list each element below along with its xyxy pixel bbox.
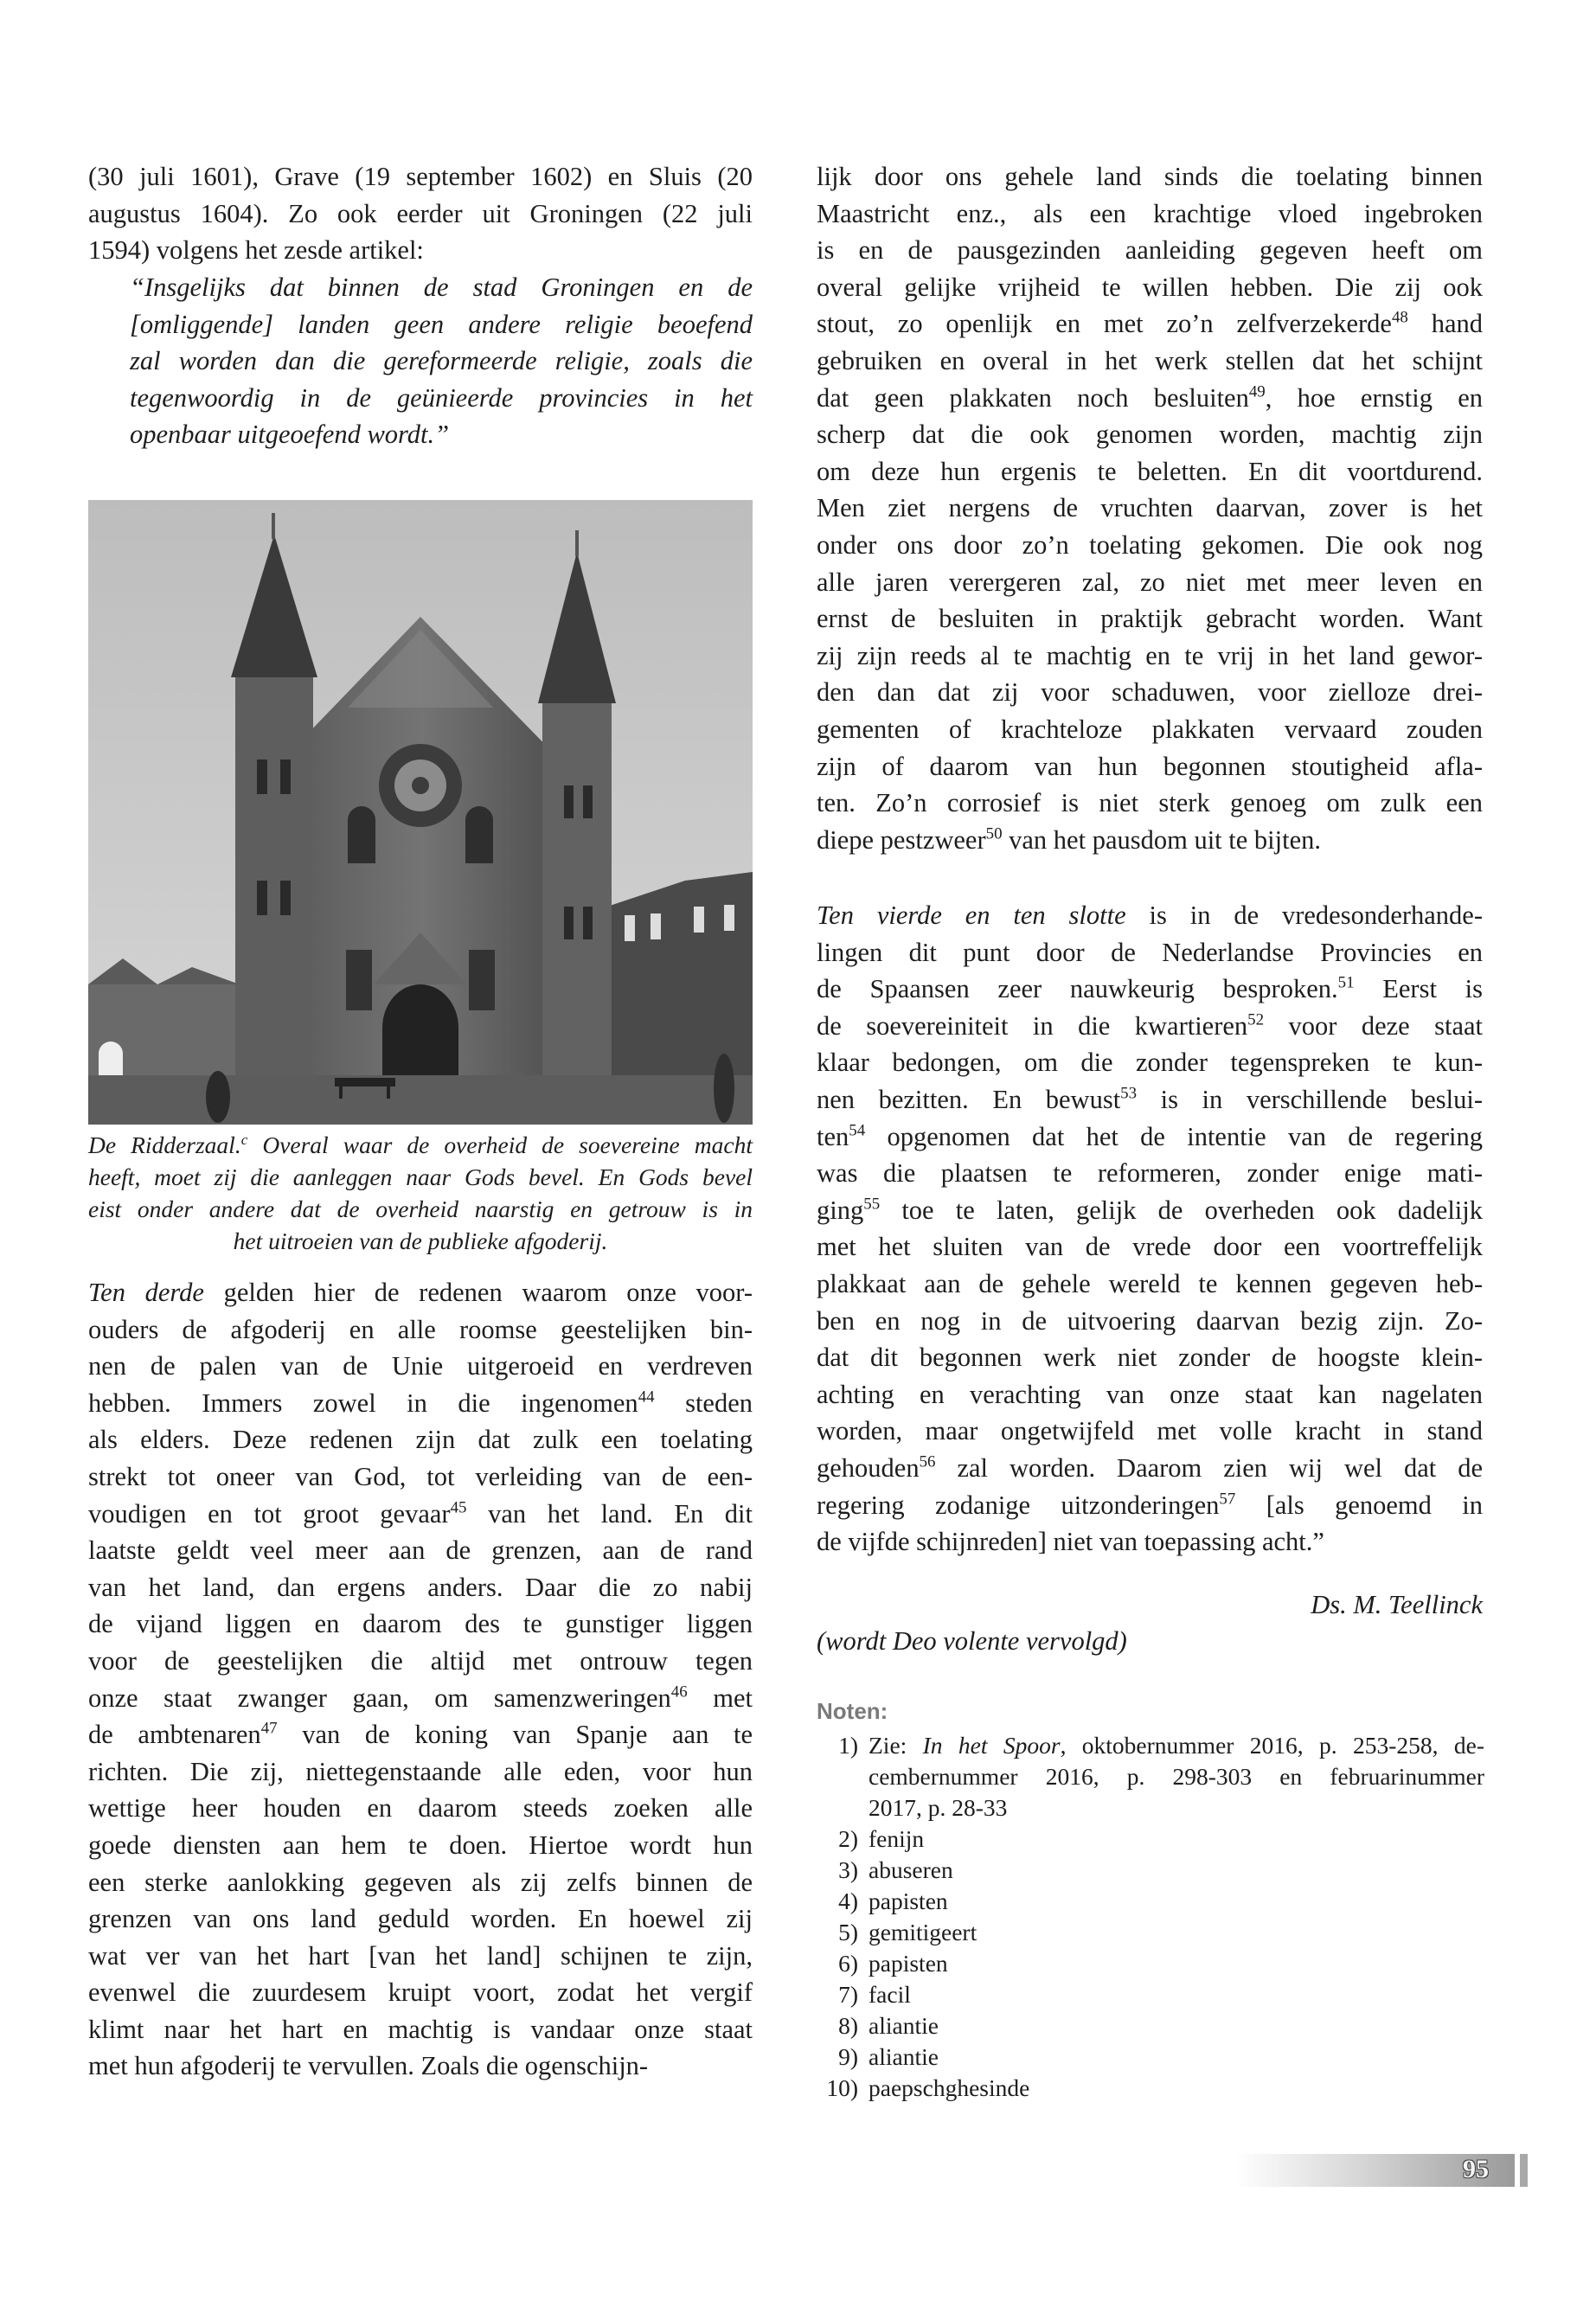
text-line [817,1413,1483,1450]
text-line [817,600,1483,638]
text-run: de ambtenaren [88,1720,261,1750]
note-line [869,1823,1484,1855]
text-line [88,306,753,343]
text-line [817,971,1483,1008]
italic-run: Ten vierde en ten slotte [817,901,1126,930]
text-run: eist onder andere dat de overheid naarstig en getrouw is in [88,1195,753,1222]
text-line [817,1450,1483,1487]
text-run: ten. Zo’n corrosief is niet sterk genoeg om zulk een [817,788,1483,818]
text-line [817,158,1483,195]
text-run: cembernummer 2016, p. 298-303 en februarinummer [869,1763,1484,1790]
text-line [88,1569,753,1606]
note-number: 8) [838,2012,858,2039]
footnote-ref: 57 [1219,1490,1236,1509]
text-line [817,1523,1483,1561]
text-run: om deze hun ergenis te beletten. En dit voortdurend. [817,456,1483,486]
note-item [817,1823,1484,1855]
author-signature: Ds. M. Teellinck [1311,1590,1483,1619]
text-line [817,1339,1483,1376]
text-run: is in verschillende beslui- [1137,1084,1483,1114]
text-run: is in de vredesonderhande- [1125,901,1483,930]
text-run: Zie: [869,1732,923,1759]
note-number: 1) [838,1732,858,1759]
footnote-ref: 52 [1247,1010,1265,1029]
text-line [817,269,1483,306]
text-line [88,1643,753,1680]
text-run: ernst de besluiten in praktijk gebracht worden. Want [817,604,1483,634]
text-run: hebben. Immers zowel in die ingenomen [88,1388,638,1418]
text-run: onder ons door zo’n toelating gekomen. Die ook nog [817,529,1483,560]
left-body-paragraph [88,1274,753,2085]
text-run: , oktobernummer 2016, p. 253-258, de- [1060,1732,1484,1759]
page-tab-decoration [1520,2154,1528,2187]
text-line [88,1864,753,1901]
text-run: ouders de afgoderij en alle roomse geestelijken bin- [88,1314,753,1344]
note-text [869,1917,1484,1948]
text-line [817,1081,1483,1118]
note-line [869,1761,1484,1792]
text-run: aliantie [869,2012,939,2039]
text-line [817,305,1483,343]
text-run: als elders. Deze redenen zijn dat zulk een toelating [88,1425,753,1455]
note-text [869,1730,1484,1823]
text-line [817,1376,1483,1413]
text-run: van de koning van Spanje aan te [277,1720,753,1750]
text-run: abuseren [869,1856,953,1883]
text-run: gebruiken en overal in het werk stellen dat het schijnt [817,345,1483,375]
text-line [88,416,753,453]
note-number: 2) [838,1825,858,1852]
text-line [88,1974,753,2011]
text-line [817,934,1483,971]
footnote-ref: 54 [849,1121,866,1140]
text-run: de vijfde schijnreden] niet van toepassing acht.” [817,1527,1324,1557]
note-text [869,1979,1484,2010]
text-line [88,2048,753,2085]
text-run: papisten [869,1888,948,1914]
note-line [869,1730,1484,1761]
text-run: lijk door ons gehele land sinds die toelating binnen [817,162,1483,191]
italic-run: Ten derde [88,1278,204,1307]
text-run: worden, maar ongetwijfeld met volle kracht in stand [817,1416,1483,1446]
note-text [869,1948,1484,1979]
footnote-ref: c [240,1131,248,1148]
text-line [88,343,753,380]
text-run: evenwel die zuurdesem kruipt voort, zodat het vergif [88,1977,753,2008]
text-line [817,897,1483,934]
text-run: regering zodanige uitzonderingen [817,1490,1220,1520]
text-run: “Insgelijks dat binnen de stad Groningen en de [130,272,753,302]
text-run: heeft, moet zij die aanleggen naar Gods bevel. En Gods bevel [88,1163,753,1190]
text-run: nen bezitten. En bewust [817,1084,1121,1114]
text-run: dat dit begonnen werk niet zonder de hoogste klein- [817,1343,1483,1373]
page-number: 95 [1463,2155,1489,2183]
photo-caption [88,1129,753,1257]
text-line [817,232,1483,269]
text-line [817,490,1483,527]
text-line [817,453,1483,490]
text-run: was die plaatsen te reformeren, zonder enige mati- [817,1158,1483,1189]
text-line [817,785,1483,822]
text-run: lingen dit punt door de Nederlandse Provincies en [817,937,1483,967]
text-line [817,564,1483,601]
text-line [817,674,1483,711]
footnote-ref: 46 [670,1682,688,1702]
text-run: Men ziet nergens de vruchten daarvan, zover is het [817,493,1483,523]
text-run: den dan dat zij voor schaduwen, voor zielloze drei- [817,677,1483,708]
footnote-ref: 49 [1248,382,1266,401]
footnote-ref: 50 [985,824,1003,843]
text-run: plakkaat aan de gehele wereld te kennen gegeven heb- [817,1268,1483,1298]
text-line [817,1487,1483,1524]
text-line [817,822,1483,859]
text-line [88,1532,753,1569]
text-line [817,380,1483,417]
text-line [88,1274,753,1311]
text-line [88,1161,753,1193]
text-run: van het pausdom uit te bijten. [1002,824,1321,855]
text-line [88,1129,753,1161]
text-run: , hoe ernstig en [1265,382,1483,413]
note-line [869,2073,1484,2104]
text-run: laatste geldt veel meer aan de grenzen, aan de rand [88,1535,753,1566]
note-item [817,2010,1484,2041]
text-run: zal worden dan die gereformeerde religie, zoals die [130,346,753,376]
text-run: gelden hier de redenen waarom onze voor- [203,1278,753,1307]
text-run: van het land. En dit [466,1498,753,1529]
text-line [88,1421,753,1458]
text-run: gementen of krachteloze plakkaten vervaard zouden [817,714,1483,744]
text-run: 2017, p. 28-33 [869,1794,1008,1821]
text-run: richten. Die zij, niettegenstaande alle eden, voor hun [88,1756,753,1786]
text-run: toe te laten, gelijk de overheden ook dadelijk [880,1195,1483,1225]
text-run: [als genoemd in [1235,1490,1484,1520]
footnote-ref: 53 [1120,1084,1138,1103]
text-run: nen de palen van de Unie uitgeroeid en verdreven [88,1351,753,1381]
text-run: fenijn [869,1825,925,1852]
text-line [817,1192,1483,1229]
text-line [88,269,753,306]
text-line [88,195,753,233]
text-run: onze staat zwanger gaan, om samenzweringen [88,1682,671,1713]
text-line [88,1753,753,1791]
text-line [88,1827,753,1864]
note-item [817,1917,1484,1948]
note-item [817,1855,1484,1886]
text-line [817,711,1483,748]
text-line [817,1303,1483,1340]
text-run: aliantie [869,2043,939,2070]
text-run: diepe pestzweer [817,824,986,855]
note-number: 10) [826,2074,858,2101]
note-number: 7) [838,1981,858,2008]
footnote-ref: 56 [919,1452,936,1471]
notes-list [817,1730,1484,2104]
text-line [817,343,1483,380]
text-line [88,1606,753,1643]
text-run: is en de pausgezinden aanleiding gegeven heeft om [817,235,1483,266]
note-item [817,1948,1484,1979]
text-run: wat ver van het hart [van het land] schijnen te zijn, [88,1940,753,1971]
text-run: paepschghesinde [869,2074,1030,2101]
text-run: de vijand liggen en daarom des te gunstiger liggen [88,1609,753,1639]
note-text [869,1823,1484,1855]
note-text [869,2010,1484,2041]
text-run: gehouden [817,1452,920,1483]
note-text [869,2041,1484,2073]
text-run: tegenwoordig in de geünieerde provincies in het [130,382,753,413]
note-line [869,1979,1484,2010]
text-run: overal gelijke vrijheid te willen hebben. Die zij ook [817,272,1483,302]
text-run: voor de geestelijken die altijd met ontrouw tegen [88,1645,753,1676]
footnote-ref: 47 [260,1719,278,1738]
text-line [88,380,753,417]
text-line [817,1118,1483,1156]
note-line [869,1917,1484,1948]
text-run: voudigen en tot groot gevaar [88,1498,451,1529]
note-number: 5) [838,1919,858,1945]
text-run: van het land, dan ergens anders. Daar die zo nabij [88,1572,753,1602]
note-item [817,1979,1484,2010]
text-line [817,416,1483,453]
text-run: het uitroeien van de publieke afgoderij. [233,1227,608,1254]
footnote-ref: 44 [638,1388,655,1407]
note-text [869,2073,1484,2104]
right-paragraph-1 [817,158,1483,858]
text-line [88,1790,753,1827]
note-text [869,1886,1484,1917]
block-quote [88,269,753,453]
text-line [88,1225,753,1257]
text-line [88,232,753,269]
text-run: [omliggende] landen geen andere religie beoefend [130,309,753,339]
note-line [869,2041,1484,2073]
text-line [88,158,753,195]
text-line [817,1044,1483,1081]
text-run: facil [869,1981,911,2008]
text-line [88,1900,753,1938]
text-run: De Ridderzaal. [88,1131,241,1158]
text-run: dat geen plakkaten noch besluiten [817,382,1249,413]
text-run: zijn of daarom van hun begonnen stoutigheid afla- [817,751,1483,781]
note-line [869,1948,1484,1979]
text-line [88,1716,753,1753]
note-number: 6) [838,1950,858,1977]
text-run: ben en nog in de uitvoering daarvan bezig zijn. Zo- [817,1305,1483,1336]
text-line [88,1938,753,1975]
text-line [88,1458,753,1496]
text-line [817,1008,1483,1045]
text-run: zal worden. Daarom zien wij wel dat de [935,1452,1483,1483]
text-run: voor deze staat [1264,1010,1483,1041]
text-run: de Spaansen zeer nauwkeurig besproken. [817,974,1338,1004]
text-run: ten [817,1121,849,1151]
note-item [817,1730,1484,1823]
footnote-ref: 51 [1337,973,1355,992]
note-item [817,2041,1484,2073]
text-run: klaar bedongen, om die zonder tegenspreken te kun- [817,1048,1483,1078]
right-paragraph-2 [817,897,1483,1561]
text-run: gemitigeert [869,1919,977,1945]
note-line [869,1792,1484,1823]
text-run: met [687,1682,753,1713]
text-run: 1594) volgens het zesde artikel: [88,235,424,266]
text-line [817,527,1483,564]
text-run: zij zijn reeds al te machtig en te vrij in het land gewor- [817,640,1483,670]
text-run: Maastricht enz., als een krachtige vloed ingebroken [817,198,1483,228]
text-run: goede diensten aan hem te doen. Hiertoe wordt hun [88,1830,753,1860]
text-run: grenzen van ons land geduld worden. En hoewel zij [88,1904,753,1934]
text-run: de soevereiniteit in die kwartieren [817,1010,1248,1041]
text-line [88,1680,753,1717]
text-line [88,2011,753,2048]
note-line [869,2010,1484,2041]
text-run: klimt naar het hart en machtig is vandaar onze staat [88,2014,753,2044]
text-run: augustus 1604). Zo ook eerder uit Groningen (22 juli [88,198,753,228]
text-run: Overal waar de overheid de soevereine macht [247,1131,753,1158]
text-run: steden [654,1388,753,1418]
note-number: 4) [838,1888,858,1914]
note-item [817,1886,1484,1917]
text-run: met het sluiten van de vrede door een voortreffelijk [817,1232,1483,1262]
text-run: een sterke aanlokking gegeven als zij zelfs binnen de [88,1867,753,1897]
text-line [88,1385,753,1422]
text-run: scherp dat die ook genomen worden, machtig zijn [817,420,1483,450]
italic-run: In het Spoor [922,1732,1061,1759]
continued-note: (wordt Deo volente vervolgd) [817,1626,1127,1656]
text-run: papisten [869,1950,948,1977]
text-line [88,1496,753,1533]
notes-heading: Noten: [817,1698,888,1724]
text-run: achting en verachting van onze staat kan nagelaten [817,1379,1483,1409]
photo-ridderzaal [88,500,753,1125]
footnote-ref: 45 [450,1498,467,1517]
note-text [869,1855,1484,1886]
text-run: stout, zo openlijk en met zo’n zelfverzekerde [817,309,1392,339]
text-run: ging [817,1195,864,1225]
text-run: Eerst is [1354,974,1483,1004]
text-run: openbaar uitgeoefend wordt.” [130,420,450,450]
text-line [817,638,1483,675]
note-line [869,1886,1484,1917]
text-run: strekt tot oneer van God, tot verleiding van de een- [88,1461,753,1491]
footnote-ref: 55 [863,1195,881,1214]
text-run: wettige heer houden en daarom steeds zoeken alle [88,1793,753,1823]
text-line [817,1266,1483,1303]
text-line [88,1193,753,1225]
note-line [869,1855,1484,1886]
text-line [817,1155,1483,1192]
note-item [817,2073,1484,2104]
text-line [817,195,1483,233]
note-number: 3) [838,1856,858,1883]
text-run: hand [1407,309,1483,339]
text-line [817,748,1483,785]
text-run: met hun afgoderij te vervullen. Zoals die ogenschijn- [88,2051,649,2081]
note-number: 9) [838,2043,858,2070]
text-line [817,1228,1483,1266]
text-run: alle jaren verergeren zal, zo niet met meer leven en [817,567,1483,597]
text-run: opgenomen dat het de intentie van de regering [865,1121,1483,1151]
left-intro [88,158,753,269]
text-run: (30 juli 1601), Grave (19 september 1602) en Sluis (20 [88,162,753,191]
text-line [88,1311,753,1349]
text-line [88,1348,753,1385]
footnote-ref: 48 [1391,309,1408,328]
page-number-bar [1235,2154,1515,2187]
